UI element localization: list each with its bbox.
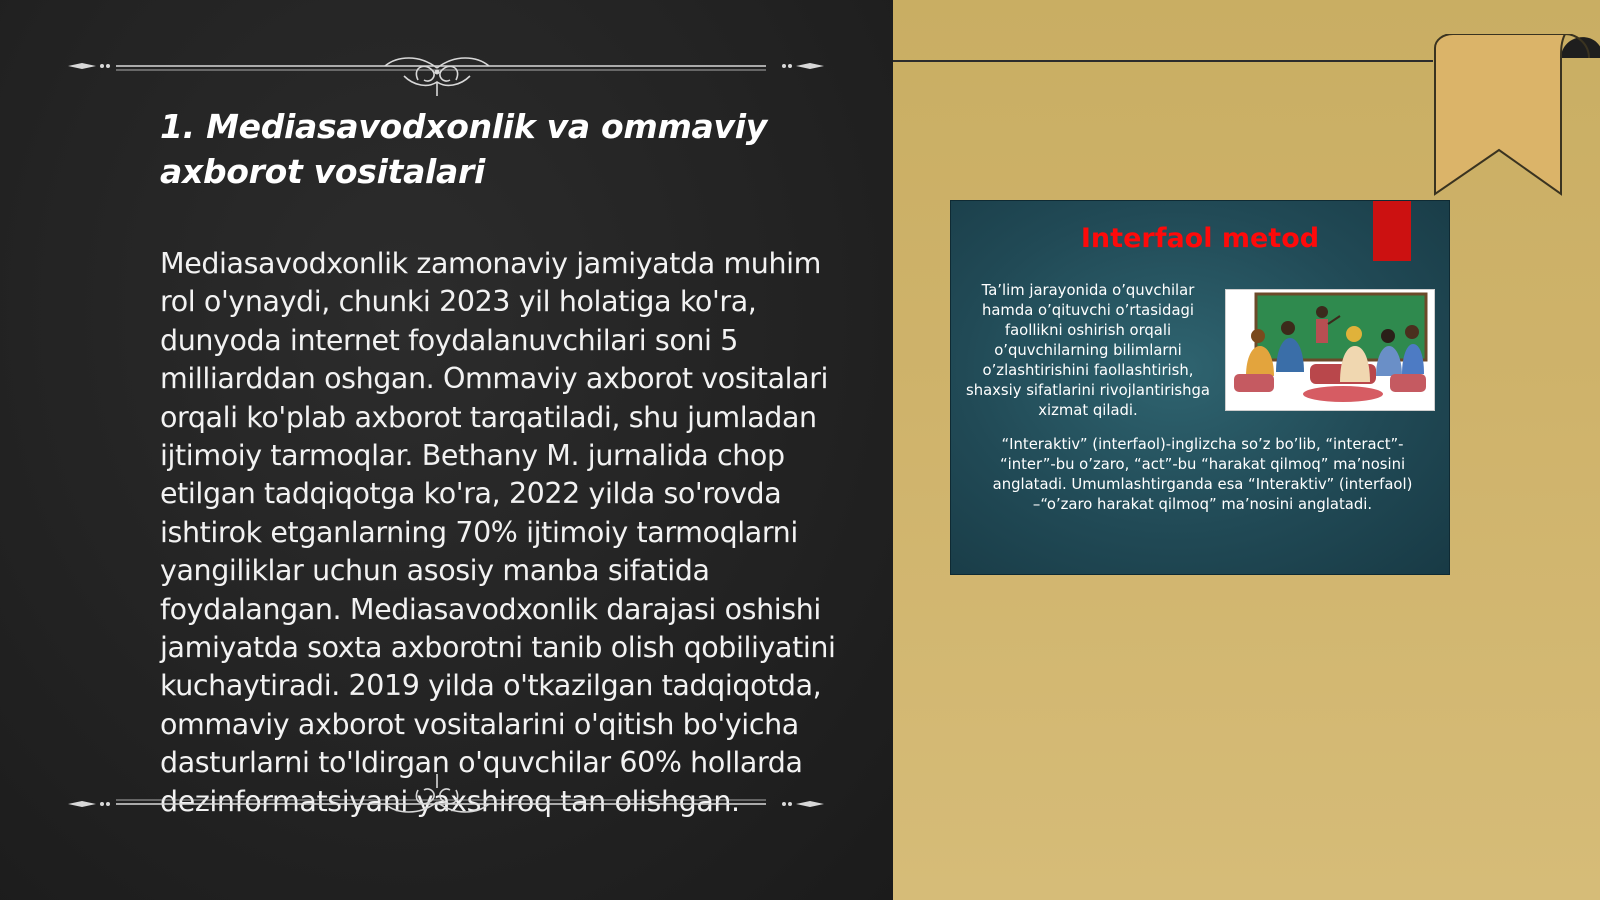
ornamental-divider-top-icon <box>66 36 826 96</box>
card-title: Interfaol metod <box>1080 223 1320 254</box>
card-quote: “Interaktiv” (interfaol)-inglizcha so’z bo’lib, “interact”- “inter”-bu o’zaro, “act”-bu “harakat qilmoq” ma’nosini anglatadi. Umumlashtirganda esa “Interaktiv” (interfaol) –“o’zaro harakat qilmoq” ma’nosini anglatadi. <box>992 436 1413 513</box>
classroom-illustration <box>1225 289 1435 411</box>
slide-body-text: Mediasavodxonlik zamonaviy jamiyatda muhim rol o'ynaydi, chunki 2023 yil holatiga ko'ra, dunyoda internet foydalanuvchilari soni 5 milliarddan oshgan. Ommaviy axborot vositalari orqali ko'plab axborot tarqatiladi, shu jumladan ijtimoiy tarmoqlar. Bethany M. jurnalida chop etilgan tadqiqotga ko'ra, 2022 yilda so'rovda ishtirok etganlarning 70% ijtimoiy tarmoqlarni yangiliklar uchun asosiy manba sifatida foydalangan. Mediasavodxonlik darajasi oshishi jamiyatda soxta axborotni tanib olish qobiliyatini kuchaytiradi. 2019 yilda o'tkazilgan tadqiqotda, ommaviy axborot vositalarini o'qitish bo'yicha dasturlarni to'ldirgan o'quvchilar 60% hollarda dezinformatsiyani yaxshiroq tan olishgan. <box>160 247 836 818</box>
bookmark-ribbon-icon <box>1433 34 1600 204</box>
header-rule <box>893 60 1433 62</box>
card-description: Ta’lim jarayonida o’quvchilar hamda o’qituvchi o’rtasidagi faollikni oshirish orqali o’quvchilarning bilimlarni o’zlashtirishini faollashtirish, shaxsiy sifatlarini rivojlantirishga xizmat qiladi. <box>966 282 1210 419</box>
slide-title: 1. Mediasavodxonlik va ommaviy axborot vositalari <box>160 107 767 191</box>
slide-image-panel <box>893 0 1600 900</box>
ornamental-divider-bottom-icon <box>66 774 826 834</box>
interfaol-metod-card <box>950 200 1450 575</box>
